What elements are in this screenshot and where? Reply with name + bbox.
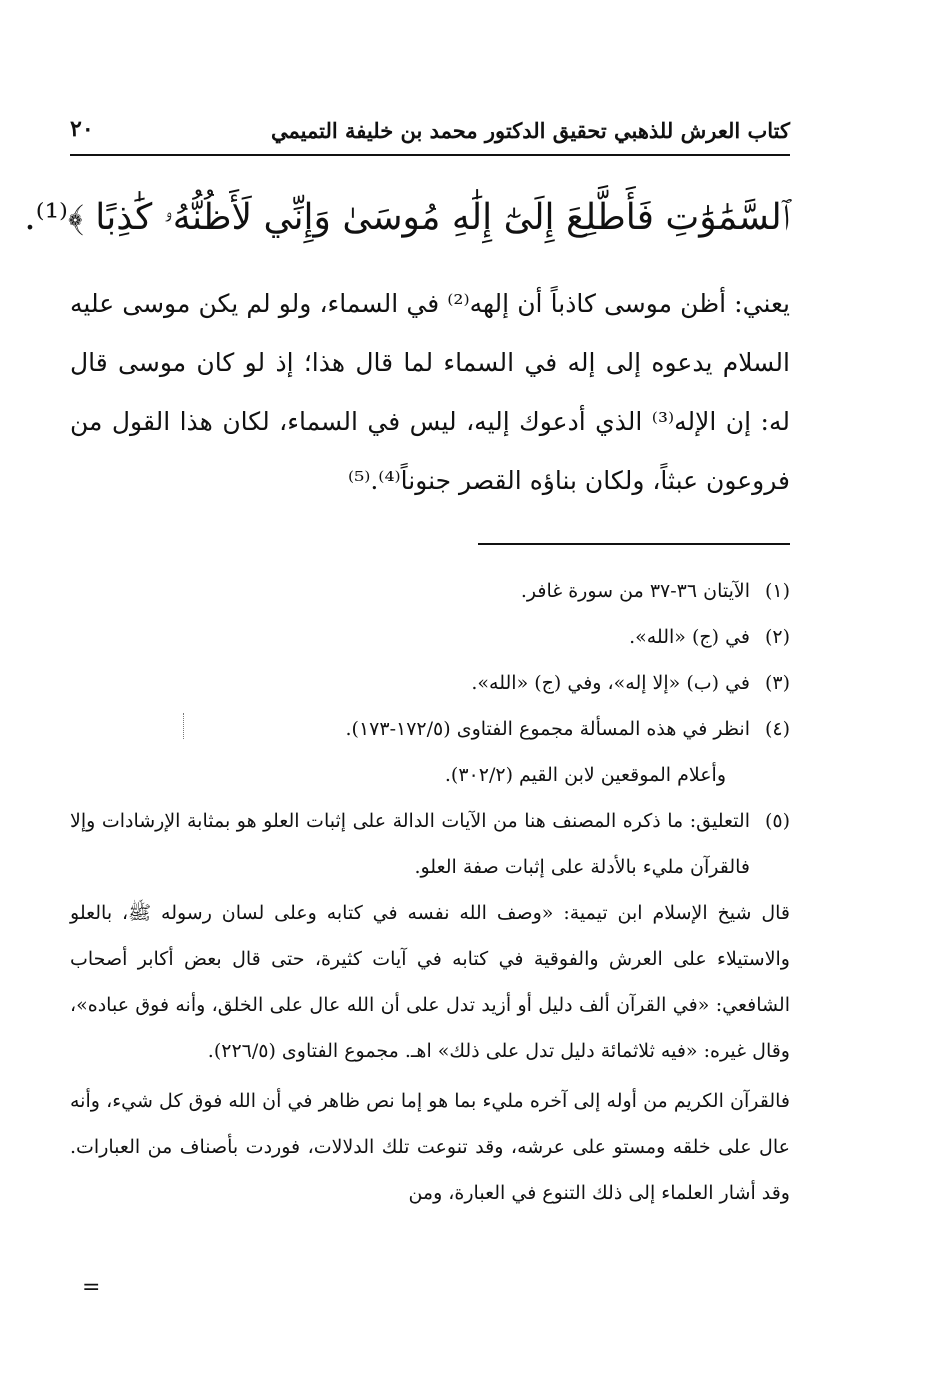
footnote-5 [70, 798, 790, 890]
footnotes [70, 568, 790, 1216]
footnote-text: التعليق: ما ذكره المصنف هنا من الآيات الدالة على إثبات العلو هو بمثابة الإرشادات وإلا فالقرآن مليء بالأدلة على إثبات صفة العلو. [70, 810, 750, 878]
running-title: كتاب العرش للذهبي تحقيق الدكتور محمد بن خليفة التميمي [271, 118, 790, 143]
book-page [24, 0, 791, 1374]
footnote-separator [478, 543, 790, 545]
footnote-text: في (ب) «إلا إله»، وفي (ج) «الله». [471, 672, 750, 694]
footnote-text: الآيتان ٣٦-٣٧ من سورة غافر. [520, 580, 750, 602]
footnote-4-continuation: وأعلام الموقعين لابن القيم (٣٠٢/٢). [444, 764, 726, 786]
footnote-4 [70, 706, 790, 752]
main-paragraph: يعني: أظن موسى كاذباً أن إلهه⁽²⁾ في السماء، ولو لم يكن موسى عليه السلام يدعوه إلى إله في السماء لما قال هذا؛ إذ لو كان موسى قال له: إن الإله⁽³⁾ الذي أدعوك إليه، ليس في السماء، لكان هذا القول من فروعون عبثاً، ولكان بناؤه القصر جنوناً⁽⁴⁾.⁽⁵⁾ [70, 289, 791, 495]
footnote-1 [70, 568, 790, 614]
page-number: ٢٠ [70, 116, 94, 142]
footnote-2 [70, 614, 790, 660]
scan-artifact [183, 713, 187, 739]
commentary-paragraph: فالقرآن الكريم من أوله إلى آخره مليء بما هو إما نص ظاهر في أن الله فوق كل شيء، وأنه عال على خلقه ومستو على عرشه، وقد تنوعت تلك الدلالات، فوردت بأصناف من العبارات. وقد أشار العلماء إلى ذلك التنوع في العبارة، ومن [70, 1090, 790, 1204]
quran-verse: ٱلسَّمَٰوَٰتِ فَأَطَّلِعَ إِلَىٰٓ إِلَٰهِ مُوسَىٰ وَإِنِّي لَأَظُنُّهُۥ كَٰذِبًا ﴾⁽¹⁾. [24, 197, 790, 238]
continuation-mark: = [82, 1275, 101, 1300]
header-rule [70, 154, 790, 156]
page-header [70, 112, 790, 156]
footnote-number: (٢) [764, 626, 790, 648]
footnote-text: انظر في هذه المسألة مجموع الفتاوى (١٧٢/٥-١٧٣). [345, 718, 750, 740]
footnote-number: (٤) [764, 718, 790, 740]
footnote-3 [70, 660, 790, 706]
footnote-number: (٣) [764, 672, 790, 694]
main-text [70, 274, 790, 510]
footnote-number: (٥) [764, 810, 790, 832]
footnote-number: (١) [764, 580, 790, 602]
commentary-paragraph: قال شيخ الإسلام ابن تيمية: «وصف الله نفسه في كتابه وعلى لسان رسوله ﷺ، بالعلو والاستيلاء على العرش والفوقية في كتابه في آيات كثيرة، حتى قال بعض أكابر أصحاب الشافعي: «في القرآن ألف دليل أو أزيد تدل على أن الله عال على الخلق، وأنه فوق عباده»، وقال غيره: «فيه ثلاثمائة دليل تدل على ذلك» اهـ. مجموع الفتاوى (٢٢٦/٥). [70, 902, 790, 1062]
footnote-text: في (ج) «الله». [629, 626, 750, 648]
